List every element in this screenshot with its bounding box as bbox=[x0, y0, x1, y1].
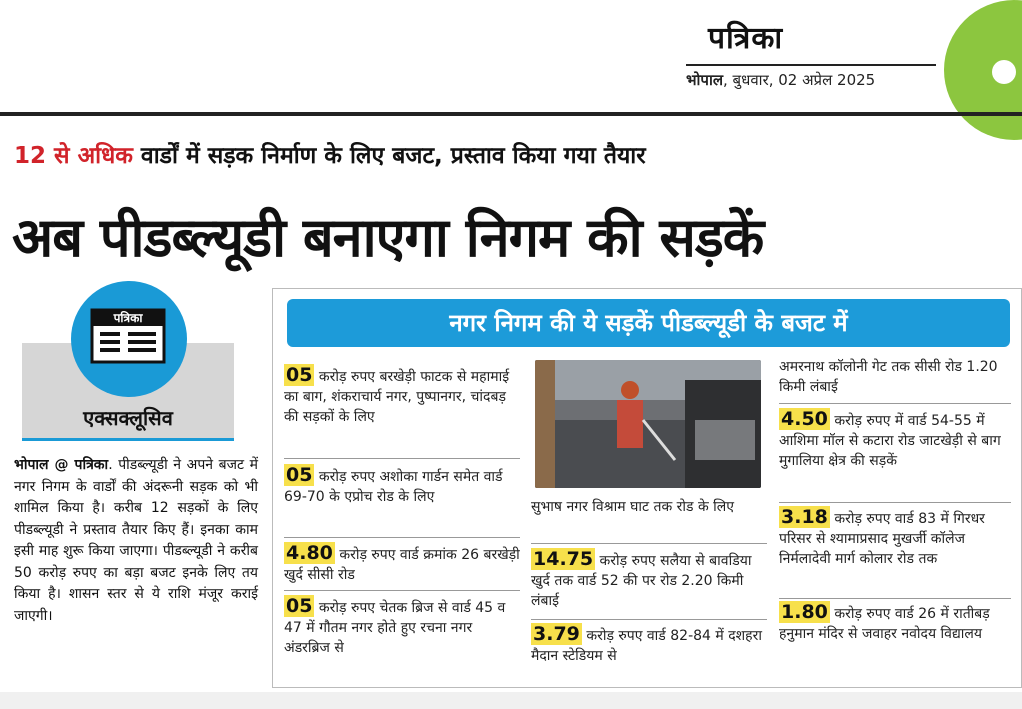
list-item bbox=[284, 543, 520, 585]
exclusive-rule bbox=[22, 438, 234, 441]
amount: 1.80 bbox=[781, 601, 828, 623]
main-headline: अब पीडब्ल्यूडी बनाएगा निगम की सड़कें bbox=[12, 206, 764, 269]
article-body bbox=[14, 455, 258, 627]
dateline-date: , बुधवार, 02 अप्रेल 2025 bbox=[723, 71, 876, 89]
list-item bbox=[531, 497, 767, 517]
masthead-rule bbox=[686, 64, 936, 66]
item-text: करोड़ रुपए वार्ड 26 में रातीबड़ हनुमान मंदिर से जवाहर नवोदय विद्यालय bbox=[779, 606, 990, 642]
amount: 3.18 bbox=[781, 506, 828, 528]
list-item bbox=[284, 596, 520, 658]
separator bbox=[779, 598, 1011, 599]
newspaper-brand: पत्रिका bbox=[708, 21, 784, 56]
separator bbox=[531, 543, 767, 544]
exclusive-label: एक्सक्लूसिव bbox=[83, 406, 173, 430]
amount: 05 bbox=[286, 364, 313, 386]
dateline bbox=[686, 70, 875, 90]
list-item bbox=[779, 507, 1011, 569]
list-item bbox=[284, 465, 520, 507]
body-lead: भोपाल @ पत्रिका bbox=[14, 457, 109, 473]
kicker-headline bbox=[14, 138, 646, 170]
corner-badge-dot bbox=[992, 60, 1016, 84]
amount: 4.80 bbox=[286, 542, 333, 564]
separator bbox=[284, 537, 520, 538]
list-item bbox=[284, 365, 520, 427]
amount: 14.75 bbox=[533, 548, 594, 570]
logo-text: पत्रिका bbox=[113, 311, 143, 325]
item-text: करोड़ रुपए सलैया से बावडिया खुर्द तक वार्ड 52 की पर रोड 2.20 किमी लंबाई bbox=[531, 553, 752, 609]
item-text: करोड़ रुपए में वार्ड 54-55 में आशिमा मॉल से कटारा रोड जाटखेड़ी से बाग मुगालिया क्षेत्र की सड़कें bbox=[779, 413, 1001, 469]
item-text: करोड़ रुपए बरखेड़ी फाटक से महामाई का बाग, शंकराचार्य नगर, पुष्पानगर, चांदबड़ की सड़कों के लिए bbox=[284, 369, 510, 425]
dateline-city: भोपाल bbox=[686, 71, 724, 89]
item-text: अमरनाथ कॉलोनी गेट तक सीसी रोड 1.20 किमी लंबाई bbox=[779, 359, 998, 395]
list-item bbox=[531, 549, 767, 611]
separator bbox=[531, 619, 767, 620]
amount: 4.50 bbox=[781, 408, 828, 430]
amount: 05 bbox=[286, 464, 313, 486]
newspaper-icon bbox=[90, 308, 166, 364]
list-item bbox=[531, 624, 767, 666]
item-text: करोड़ रुपए वार्ड क्रमांक 26 बरखेड़ी खुर्द सीसी रोड bbox=[284, 547, 520, 583]
item-text: करोड़ रुपए अशोका गार्डन समेत वार्ड 69-70 के एप्रोच रोड के लिए bbox=[284, 469, 503, 505]
masthead bbox=[0, 0, 1022, 118]
item-text: करोड़ रुपए वार्ड 82-84 में दशहरा मैदान स्टेडियम से bbox=[531, 628, 762, 664]
panel-title: नगर निगम की ये सड़कें पीडब्ल्यूडी के बजट में bbox=[287, 299, 1010, 347]
page-bottom-strip bbox=[0, 692, 1022, 709]
amount: 3.79 bbox=[533, 623, 580, 645]
top-rule bbox=[0, 112, 1022, 116]
separator bbox=[284, 590, 520, 591]
separator bbox=[779, 502, 1011, 503]
kicker-highlight: 12 से अधिक bbox=[14, 143, 133, 169]
kicker-rest: वार्डों में सड़क निर्माण के लिए बजट, प्रस्ताव किया गया तैयार bbox=[132, 143, 646, 169]
body-text: . पीडब्ल्यूडी ने अपने बजट में नगर निगम के वार्डों की अंदरूनी सड़क को भी शामिल किया है। करीब 12 सड़कों के लिए पीडब्ल्यूडी ने प्रस्ताव तैयार किए हैं। इनका काम इसी माह शुरू किया जाएगा। पीडब्ल्यूडी ने करीब 50 करोड़ रुपए का बड़ा बजट इनके लिए तय किया है। शासन स्तर से ये राशि मंजूर कराई जाएगी। bbox=[14, 457, 258, 624]
road-work-photo bbox=[535, 360, 761, 488]
separator bbox=[779, 403, 1011, 404]
amount: 05 bbox=[286, 595, 313, 617]
list-item bbox=[779, 357, 1011, 397]
item-text: सुभाष नगर विश्राम घाट तक रोड के लिए bbox=[531, 499, 735, 515]
separator bbox=[284, 458, 520, 459]
item-text: करोड़ रुपए चेतक ब्रिज से वार्ड 45 व 47 में गौतम नगर होते हुए रचना नगर अंडरब्रिज से bbox=[284, 600, 506, 656]
list-item bbox=[779, 602, 1011, 644]
item-text: करोड़ रुपए वार्ड 83 में गिरधर परिसर से श्यामाप्रसाद मुखर्जी कॉलेज निर्मलादेवी मार्ग कोलार रोड तक bbox=[779, 511, 985, 567]
list-item bbox=[779, 409, 1011, 471]
